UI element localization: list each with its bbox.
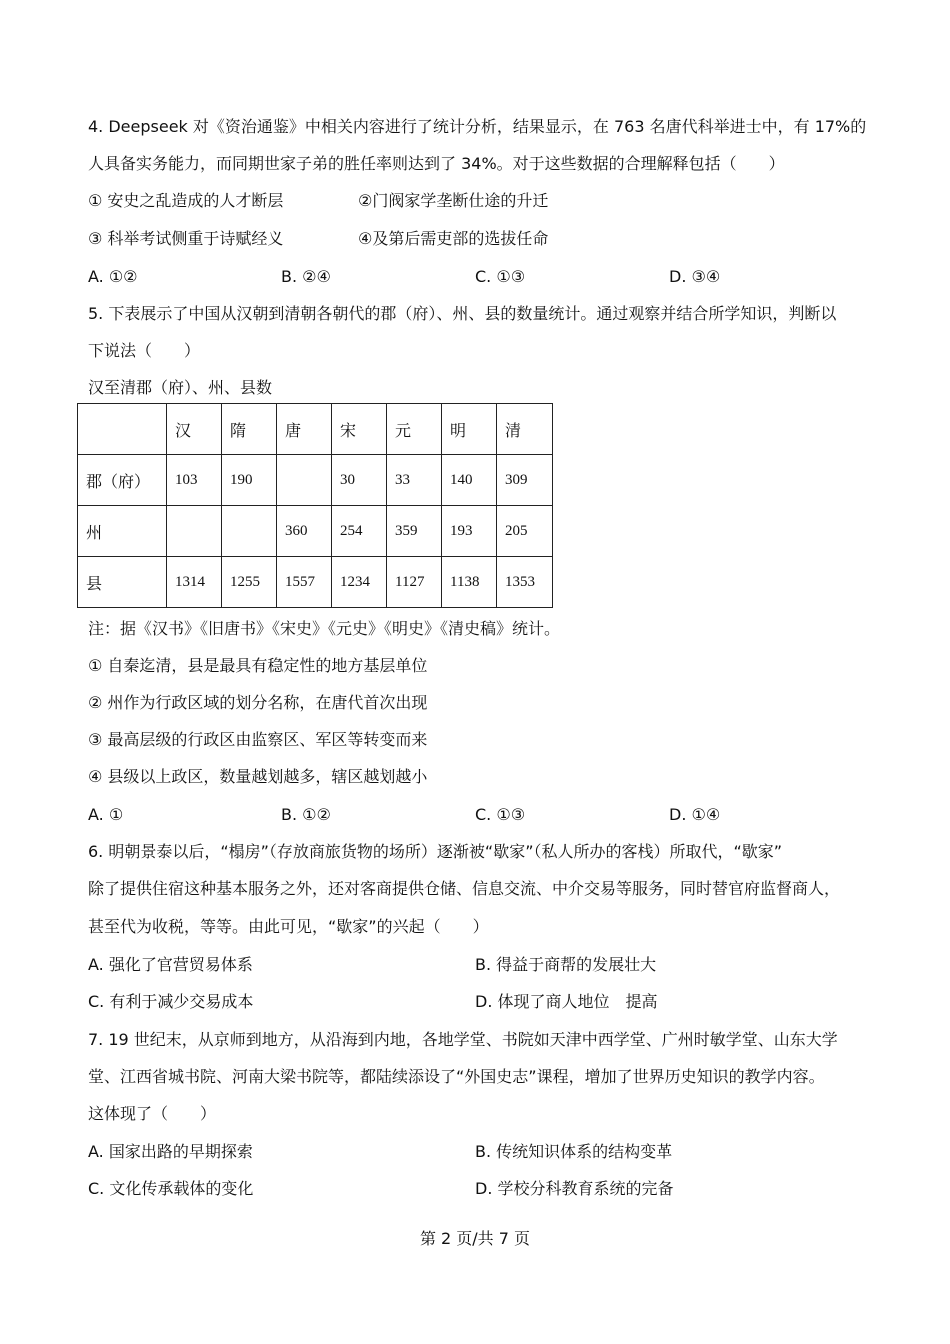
q5-option-d[interactable]: D. ①④: [669, 805, 721, 824]
table-header-cell: 明: [442, 404, 497, 455]
q5-table-title: 汉至清郡（府）、州、县数: [88, 378, 273, 397]
q7-stem-line3: 这体现了（ ）: [88, 1104, 217, 1123]
table-cell: 30: [332, 455, 387, 506]
q6-option-d[interactable]: D. 体现了商人地位 提高: [475, 992, 658, 1011]
q6-option-b[interactable]: B. 得益于商帮的发展壮大: [475, 955, 657, 974]
table-cell: 103: [167, 455, 222, 506]
table-header-cell: 隋: [222, 404, 277, 455]
q5-option-c[interactable]: C. ①③: [475, 805, 526, 824]
table-header-cell: 汉: [167, 404, 222, 455]
q4-option-a[interactable]: A. ①②: [88, 267, 138, 286]
table-cell: 1557: [277, 557, 332, 608]
q5-statement-4: ④ 县级以上政区，数量越划越多，辖区越划越小: [88, 767, 428, 786]
table-cell: 1138: [442, 557, 497, 608]
table-header-cell: 唐: [277, 404, 332, 455]
table-cell: 1314: [167, 557, 222, 608]
table-cell: 33: [387, 455, 442, 506]
q5-option-a[interactable]: A. ①: [88, 805, 124, 824]
table-cell: 190: [222, 455, 277, 506]
q4-stem-line2: 人具备实务能力，而同期世家子弟的胜任率则达到了 34%。对于这些数据的合理解释包括（ ）: [88, 154, 785, 173]
dynasty-table: [77, 403, 553, 608]
table-cell: 193: [442, 506, 497, 557]
q6-option-c[interactable]: C. 有利于减少交易成本: [88, 992, 254, 1011]
table-cell: 1127: [387, 557, 442, 608]
q4-statement-3: ③ 科举考试侧重于诗赋经义: [88, 229, 284, 248]
q5-statement-1: ① 自秦迄清，县是最具有稳定性的地方基层单位: [88, 656, 428, 675]
table-cell: 140: [442, 455, 497, 506]
table-header-cell: 元: [387, 404, 442, 455]
q5-option-b[interactable]: B. ①②: [281, 805, 331, 824]
q7-option-d[interactable]: D. 学校分科教育系统的完备: [475, 1179, 674, 1198]
q4-statement-4: ④及第后需吏部的选拔任命: [358, 229, 549, 248]
q4-statement-2: ②门阀家学垄断仕途的升迁: [358, 191, 549, 210]
q5-stem-line1: 5. 下表展示了中国从汉朝到清朝各朝代的郡（府）、州、县的数量统计。通过观察并结合所学知识，判断以: [88, 304, 837, 323]
q6-stem-line2: 除了提供住宿这种基本服务之外，还对客商提供仓储、信息交流、中介交易等服务，同时替官府监督商人，: [88, 879, 841, 898]
q4-stem-line1: 4. Deepseek 对《资治通鉴》中相关内容进行了统计分析，结果显示，在 763 名唐代科举进士中，有 17%的: [88, 117, 867, 136]
table-cell: 1353: [497, 557, 553, 608]
q7-stem-line1: 7. 19 世纪末，从京师到地方，从沿海到内地，各地学堂、书院如天津中西学堂、广州时敏学堂、山东大学: [88, 1030, 838, 1049]
table-cell: 205: [497, 506, 553, 557]
table-row-label: 郡（府）: [78, 455, 167, 506]
table-cell: 1255: [222, 557, 277, 608]
table-cell: 254: [332, 506, 387, 557]
q6-stem-line3: 甚至代为收税，等等。由此可见，“歇家”的兴起（ ）: [88, 917, 489, 936]
q4-statement-1: ① 安史之乱造成的人才断层: [88, 191, 284, 210]
q7-stem-line2: 堂、江西省城书院、河南大梁书院等，都陆续添设了“外国史志”课程，增加了世界历史知识的教学内容。: [88, 1067, 825, 1086]
table-cell: 360: [277, 506, 332, 557]
q7-option-b[interactable]: B. 传统知识体系的结构变革: [475, 1142, 673, 1161]
table-row: [78, 557, 553, 608]
q5-table-note: 注：据《汉书》《旧唐书》《宋史》《元史》《明史》《清史稿》统计。: [88, 619, 561, 638]
table-header-cell: 清: [497, 404, 553, 455]
q6-option-a[interactable]: A. 强化了官营贸易体系: [88, 955, 253, 974]
table-cell: 359: [387, 506, 442, 557]
q7-option-a[interactable]: A. 国家出路的早期探索: [88, 1142, 253, 1161]
q5-stem-line2: 下说法（ ）: [88, 341, 201, 360]
q6-stem-line1: 6. 明朝景泰以后，“榻房”（存放商旅货物的场所）逐渐被“歇家”（私人所办的客栈）所取代，“歇家”: [88, 842, 783, 861]
table-header-cell: [78, 404, 167, 455]
table-row: [78, 506, 553, 557]
table-cell: [277, 455, 332, 506]
table-row: [78, 455, 553, 506]
q4-option-d[interactable]: D. ③④: [669, 267, 721, 286]
table-cell: [222, 506, 277, 557]
table-cell: [167, 506, 222, 557]
table-cell: 1234: [332, 557, 387, 608]
table-header-cell: 宋: [332, 404, 387, 455]
q4-option-c[interactable]: C. ①③: [475, 267, 526, 286]
q4-option-b[interactable]: B. ②④: [281, 267, 331, 286]
table-cell: 309: [497, 455, 553, 506]
q5-statement-3: ③ 最高层级的行政区由监察区、军区等转变而来: [88, 730, 428, 749]
page-number-footer: 第 2 页/共 7 页: [419, 1229, 531, 1248]
table-row-label: 县: [78, 557, 167, 608]
q7-option-c[interactable]: C. 文化传承载体的变化: [88, 1179, 254, 1198]
table-row-label: 州: [78, 506, 167, 557]
q5-statement-2: ② 州作为行政区域的划分名称，在唐代首次出现: [88, 693, 428, 712]
table-header-row: [78, 404, 553, 455]
